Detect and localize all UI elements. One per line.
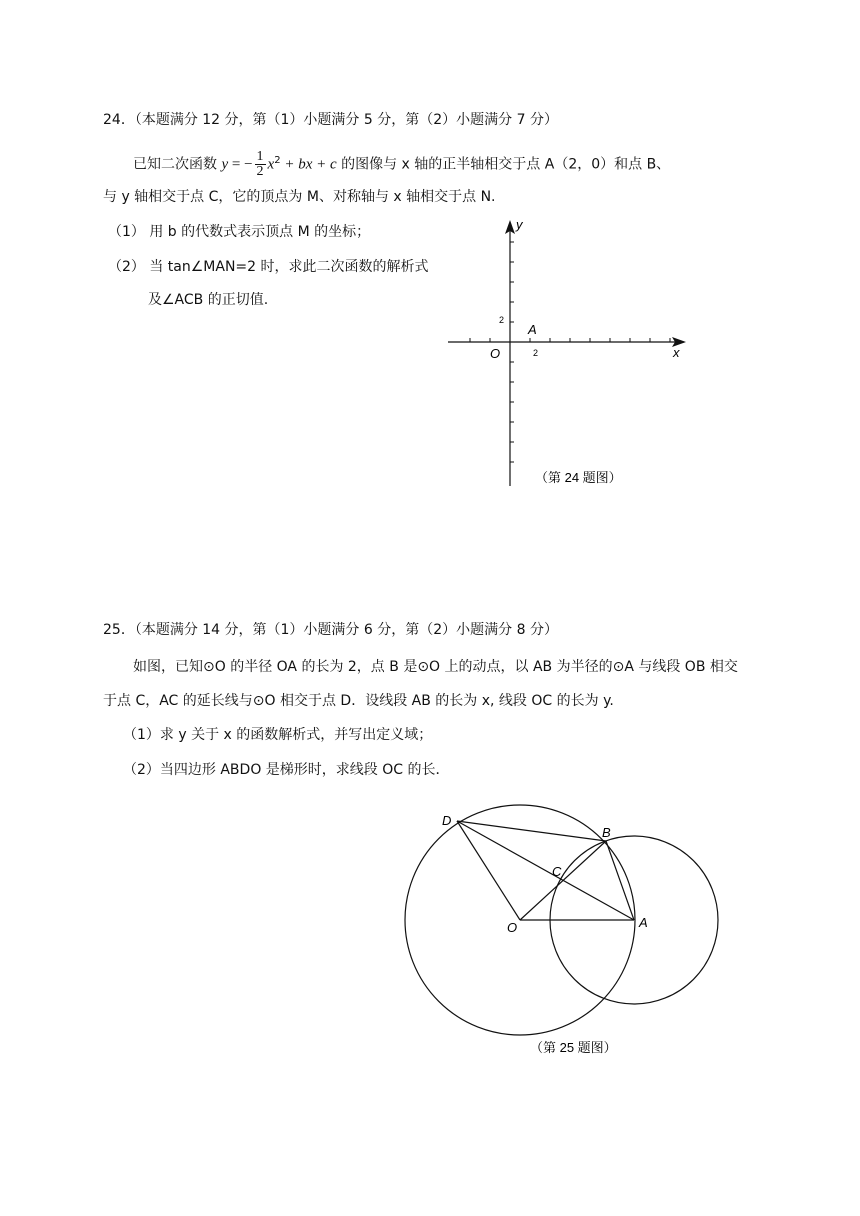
q24-caption: （第 24 题图） (535, 470, 622, 485)
q24-stem-post: 的图像与 x 轴的正半轴相交于点 A（2，0）和点 B、 (336, 156, 671, 173)
q24-coordinate-figure (440, 210, 700, 500)
q25-label-d: D (442, 813, 452, 828)
q25-part1: （1）求 y 关于 x 的函数解析式，并写出定义域； (123, 727, 433, 743)
q24-stem-pre: 已知二次函数 (133, 156, 222, 173)
q24-math-rest: + bx + c (280, 156, 337, 173)
q25-part2: （2）当四边形 ABDO 是梯形时，求线段 OC 的长． (123, 762, 450, 778)
q24-math-eq: = − (228, 156, 253, 173)
q24-label-a: A (528, 322, 537, 337)
q25-label-b: B (602, 825, 611, 840)
q24-math-x: x (267, 156, 275, 173)
q24-part1: （1） 用 b 的代数式表示顶点 M 的坐标； (108, 224, 371, 240)
q24-part2b: 及∠ACB 的正切值. (148, 292, 269, 308)
q25-heading: 25．（本题满分 14 分，第（1）小题满分 6 分，第（2）小题满分 8 分） (103, 622, 558, 638)
q24-tick-y-2: 2 (499, 315, 505, 325)
q25-label-c: C (552, 864, 562, 879)
q24-label-x: x (673, 345, 680, 360)
q24-part2: （2） 当 tan∠MAN=2 时，求此二次函数的解析式 (108, 259, 429, 275)
q24-frac-den: 2 (256, 164, 264, 180)
q25-stem-line1: 如图，已知⊙O 的半径 OA 的长为 2，点 B 是⊙O 上的动点，以 AB 为半径的⊙A 与线段 OB 相交 (133, 659, 738, 675)
q24-stem-line2: 与 y 轴相交于点 C，它的顶点为 M、对称轴与 x 轴相交于点 N. (103, 189, 496, 205)
q25-circles-figure (400, 800, 730, 1070)
q25-segment-od (457, 821, 520, 920)
q24-label-o: O (490, 346, 501, 361)
q25-stem-line2: 于点 C，AC 的延长线与⊙O 相交于点 D．设线段 AB 的长为 x, 线段 OC 的长为 y. (103, 693, 614, 709)
q24-heading: 24．（本题满分 12 分，第（1）小题满分 5 分，第（2）小题满分 7 分） (103, 112, 558, 128)
q24-frac-num: 1 (256, 149, 264, 165)
q24-label-y: y (516, 217, 523, 232)
q25-caption: （第 25 题图） (530, 1040, 617, 1055)
q24-math-sq: 2 (274, 155, 281, 166)
q24-y-ticks (510, 242, 514, 462)
q24-fraction (255, 150, 266, 179)
q24-stem-line1 (133, 148, 670, 179)
q24-tick-x-2: 2 (533, 348, 539, 358)
q25-label-a: A (639, 915, 648, 930)
q25-segment-ab (606, 841, 634, 920)
q24-math-y: y (221, 156, 229, 173)
q25-label-o: O (507, 920, 518, 935)
